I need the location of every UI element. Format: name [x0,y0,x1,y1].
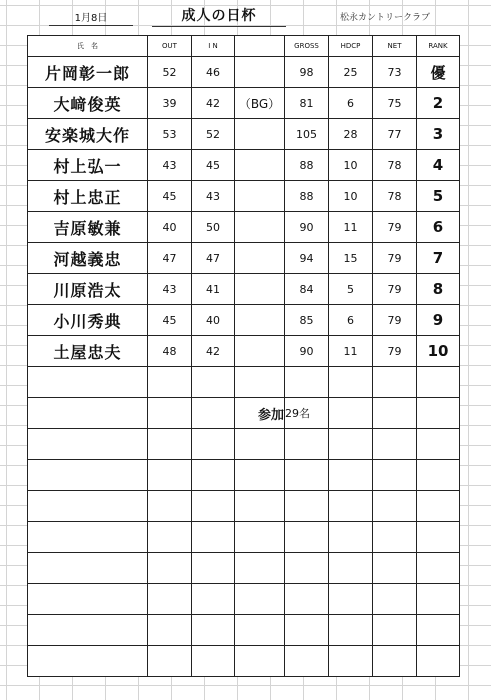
empty-cell [373,584,417,615]
col-header-gross: GROSS [285,36,329,57]
empty-cell [148,646,192,677]
empty-cell [329,491,373,522]
empty-cell [192,522,235,553]
out-score-cell: 47 [148,243,192,274]
table-row [28,119,460,150]
player-name-cell: 土屋忠夫 [28,336,148,367]
rank-cell: 5 [417,181,460,212]
empty-cell [285,646,329,677]
empty-cell [235,460,285,491]
table-row [28,150,460,181]
empty-cell [192,367,235,398]
rank-cell: 優 [417,57,460,88]
handicap-cell: 10 [329,181,373,212]
player-name-cell: 安楽城大作 [28,119,148,150]
empty-cell [28,491,148,522]
in-score-cell: 43 [192,181,235,212]
table-row [28,305,460,336]
empty-cell [28,615,148,646]
net-score-cell: 79 [373,243,417,274]
empty-cell [285,584,329,615]
handicap-cell: 15 [329,243,373,274]
note-cell [235,305,285,336]
gross-score-cell: 88 [285,181,329,212]
in-score-cell: 52 [192,119,235,150]
in-score-cell: 47 [192,243,235,274]
handicap-cell: 6 [329,305,373,336]
empty-cell [192,398,235,429]
empty-cell [192,429,235,460]
gross-score-cell: 81 [285,88,329,119]
out-score-cell: 39 [148,88,192,119]
empty-cell [373,398,417,429]
empty-cell [192,615,235,646]
col-header-note [235,36,285,57]
empty-cell [329,460,373,491]
empty-cell [329,429,373,460]
gross-score-cell: 90 [285,336,329,367]
empty-cell [329,646,373,677]
gross-score-cell: 85 [285,305,329,336]
empty-row [28,398,460,429]
rank-cell: 10 [417,336,460,367]
empty-cell [235,584,285,615]
player-name-cell: 吉原敏兼 [28,212,148,243]
table-row [28,181,460,212]
empty-cell [235,367,285,398]
rank-cell: 2 [417,88,460,119]
player-name-cell: 河越義忠 [28,243,148,274]
empty-cell [28,429,148,460]
empty-row [28,584,460,615]
player-name-cell: 小川秀典 [28,305,148,336]
gross-score-cell: 90 [285,212,329,243]
empty-cell [28,646,148,677]
empty-cell [148,522,192,553]
empty-cell [235,522,285,553]
note-cell [235,119,285,150]
empty-cell [417,646,460,677]
rank-cell: 7 [417,243,460,274]
participants-count: 29名 [285,398,329,429]
handicap-cell: 5 [329,274,373,305]
col-header-hdcp: HDCP [329,36,373,57]
in-score-cell: 42 [192,88,235,119]
empty-cell [329,398,373,429]
empty-cell [417,553,460,584]
out-score-cell: 48 [148,336,192,367]
handicap-cell: 11 [329,336,373,367]
empty-row [28,615,460,646]
empty-cell [329,584,373,615]
col-header-name: 氏 名 [28,36,148,57]
empty-row [28,429,460,460]
gross-score-cell: 98 [285,57,329,88]
note-cell [235,57,285,88]
club-name: 松永カントリークラブ [340,13,431,23]
empty-cell [28,367,148,398]
net-score-cell: 79 [373,336,417,367]
empty-cell [373,646,417,677]
empty-cell [373,615,417,646]
empty-cell [148,398,192,429]
empty-cell [28,398,148,429]
handicap-cell: 11 [329,212,373,243]
empty-cell [285,615,329,646]
empty-cell [235,615,285,646]
empty-cell [192,460,235,491]
net-score-cell: 77 [373,119,417,150]
table-row [28,212,460,243]
empty-cell [285,429,329,460]
table-row [28,57,460,88]
header-row [28,36,460,57]
empty-cell [235,491,285,522]
net-score-cell: 79 [373,274,417,305]
empty-cell [148,584,192,615]
empty-cell [373,522,417,553]
player-name-cell: 村上忠正 [28,181,148,212]
out-score-cell: 45 [148,181,192,212]
note-cell: （BG） [235,88,285,119]
col-header-net: NET [373,36,417,57]
empty-row [28,553,460,584]
empty-cell [329,522,373,553]
rank-cell: 9 [417,305,460,336]
note-cell [235,181,285,212]
net-score-cell: 79 [373,305,417,336]
net-score-cell: 79 [373,212,417,243]
handicap-cell: 10 [329,150,373,181]
rank-cell: 3 [417,119,460,150]
empty-cell [192,491,235,522]
note-cell [235,212,285,243]
empty-cell [285,522,329,553]
out-score-cell: 53 [148,119,192,150]
empty-cell [235,646,285,677]
out-score-cell: 52 [148,57,192,88]
empty-row [28,367,460,398]
col-header-rank: RANK [417,36,460,57]
net-score-cell: 75 [373,88,417,119]
empty-cell [148,491,192,522]
table-row [28,243,460,274]
empty-cell [417,584,460,615]
net-score-cell: 78 [373,181,417,212]
gross-score-cell: 105 [285,119,329,150]
col-header-in: I N [192,36,235,57]
out-score-cell: 43 [148,274,192,305]
table-row [28,274,460,305]
rank-cell: 8 [417,274,460,305]
empty-cell [373,491,417,522]
empty-cell [285,491,329,522]
empty-row [28,522,460,553]
player-name-cell: 片岡彰一郎 [28,57,148,88]
net-score-cell: 73 [373,57,417,88]
empty-cell [417,367,460,398]
empty-cell [28,460,148,491]
empty-cell [28,584,148,615]
event-date: 1月8日 [49,9,133,26]
handicap-cell: 28 [329,119,373,150]
in-score-cell: 42 [192,336,235,367]
empty-cell [148,615,192,646]
empty-cell [417,491,460,522]
empty-cell [373,367,417,398]
empty-cell [235,553,285,584]
handicap-cell: 25 [329,57,373,88]
empty-cell [373,460,417,491]
in-score-cell: 46 [192,57,235,88]
results-table [27,35,460,677]
empty-cell [192,646,235,677]
empty-cell [148,553,192,584]
in-score-cell: 45 [192,150,235,181]
page-title: 成人の日杯 [152,5,286,27]
note-cell [235,243,285,274]
empty-cell [417,429,460,460]
empty-cell [235,429,285,460]
empty-cell [329,367,373,398]
empty-cell [148,429,192,460]
note-cell [235,336,285,367]
empty-cell [148,460,192,491]
empty-cell [192,553,235,584]
in-score-cell: 41 [192,274,235,305]
empty-cell [417,522,460,553]
empty-cell [373,553,417,584]
handicap-cell: 6 [329,88,373,119]
empty-cell [417,615,460,646]
net-score-cell: 78 [373,150,417,181]
empty-cell [373,429,417,460]
rank-cell: 6 [417,212,460,243]
empty-cell [192,584,235,615]
empty-row [28,460,460,491]
empty-cell [417,460,460,491]
gross-score-cell: 84 [285,274,329,305]
empty-cell [417,398,460,429]
table-row [28,336,460,367]
rank-cell: 4 [417,150,460,181]
gross-score-cell: 88 [285,150,329,181]
player-name-cell: 村上弘一 [28,150,148,181]
in-score-cell: 50 [192,212,235,243]
note-cell [235,274,285,305]
gross-score-cell: 94 [285,243,329,274]
player-name-cell: 川原浩太 [28,274,148,305]
out-score-cell: 45 [148,305,192,336]
empty-row [28,646,460,677]
empty-row [28,491,460,522]
out-score-cell: 40 [148,212,192,243]
player-name-cell: 大﨑俊英 [28,88,148,119]
empty-cell [329,553,373,584]
table-row [28,88,460,119]
empty-cell [148,367,192,398]
participants-label: 参加 [235,398,285,429]
note-cell [235,150,285,181]
empty-cell [285,460,329,491]
col-header-out: OUT [148,36,192,57]
empty-cell [28,522,148,553]
in-score-cell: 40 [192,305,235,336]
empty-cell [28,553,148,584]
empty-cell [329,615,373,646]
empty-cell [285,367,329,398]
empty-cell [285,553,329,584]
out-score-cell: 43 [148,150,192,181]
